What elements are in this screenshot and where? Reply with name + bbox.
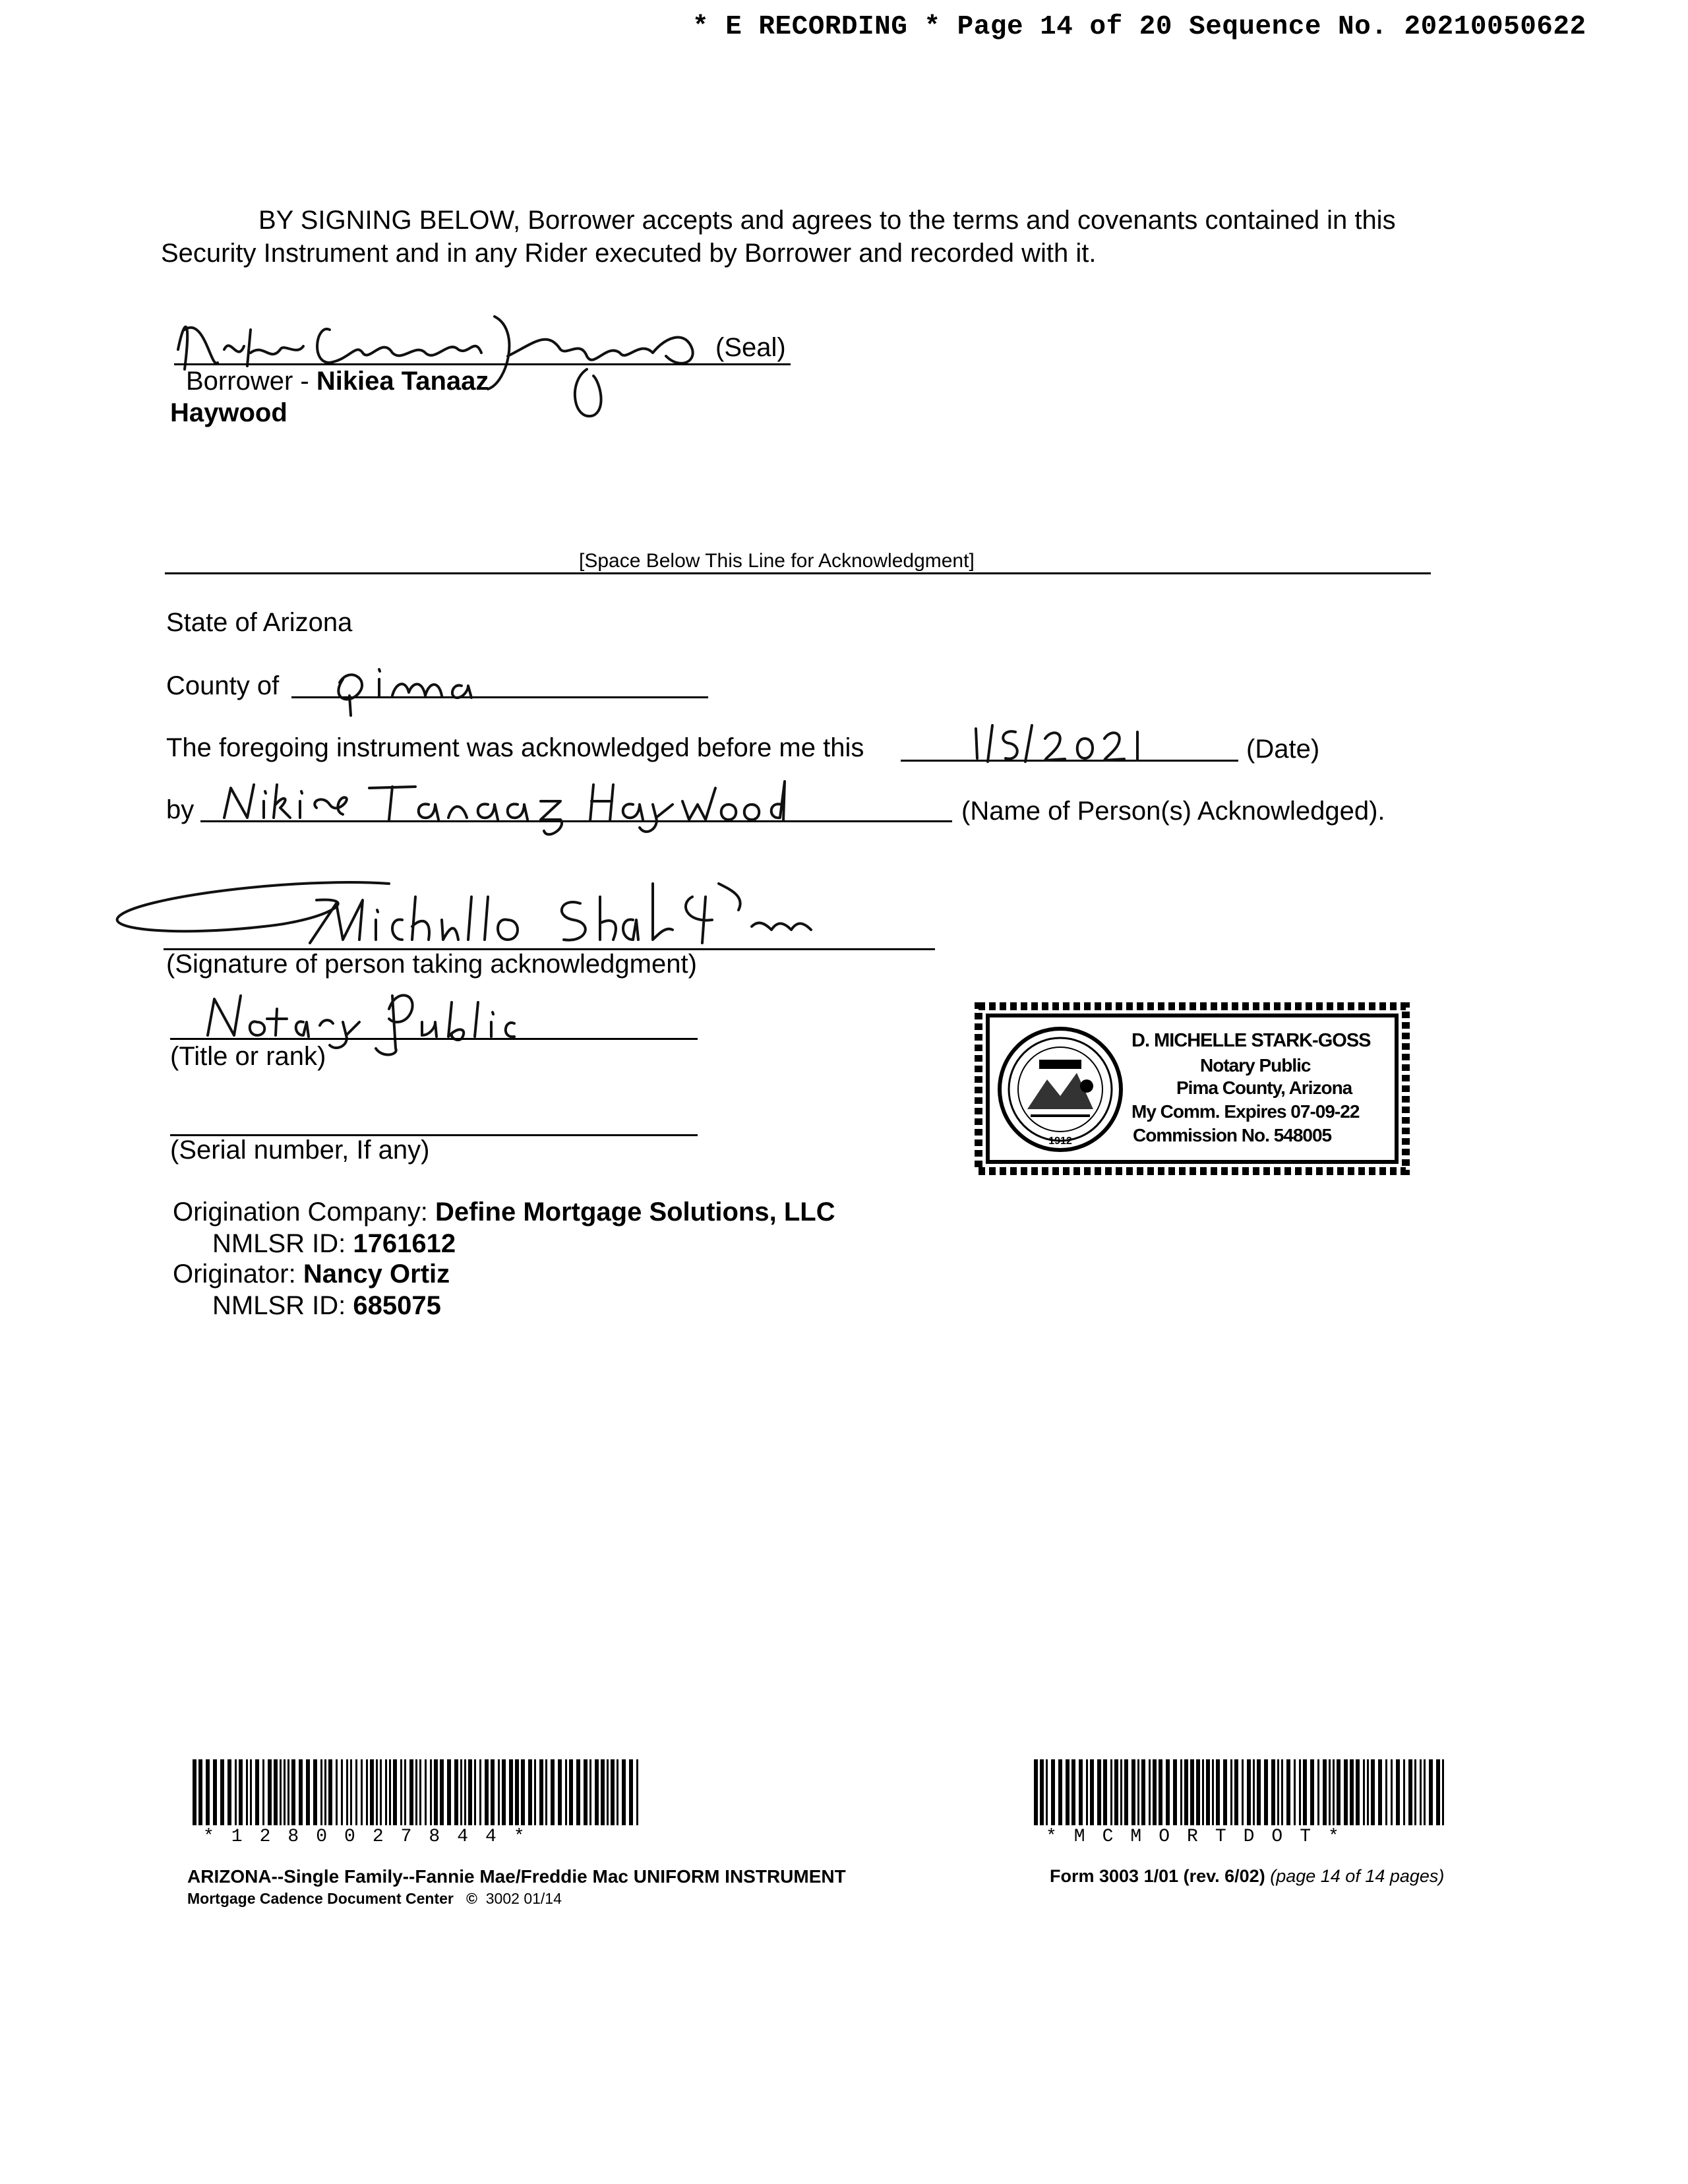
- form-line: [1050, 1866, 1444, 1887]
- seal-year: 1912: [1048, 1136, 1072, 1147]
- barcode-bar: [1385, 1759, 1387, 1825]
- barcode-bar: [366, 1759, 368, 1825]
- barcode-bar: [474, 1759, 476, 1825]
- barcode-bar: [255, 1759, 259, 1825]
- barcode-bar: [1120, 1759, 1122, 1825]
- barcode-bar: [430, 1759, 432, 1825]
- barcode-bar: [622, 1759, 626, 1825]
- barcode-bar: [1046, 1759, 1048, 1825]
- company-nmlsr-value: 1761612: [353, 1229, 456, 1258]
- barcode-bar: [595, 1759, 599, 1825]
- document-center-line: [187, 1890, 562, 1908]
- borrower-signature-line: [174, 363, 791, 365]
- barcode-bar: [380, 1759, 382, 1825]
- barcode-bar: [509, 1759, 513, 1825]
- barcode-bar: [1097, 1759, 1101, 1825]
- barcode-bar: [1317, 1759, 1319, 1825]
- barcode-bar: [545, 1759, 547, 1825]
- seal-label: (Seal): [715, 333, 786, 362]
- barcode-bar: [306, 1759, 310, 1825]
- barcode-bar: [268, 1759, 272, 1825]
- barcode-bar: [1436, 1759, 1440, 1825]
- acknowledged-person-handwriting: [218, 775, 771, 847]
- barcode-bar: [1281, 1759, 1283, 1825]
- barcode-bar: [1408, 1759, 1412, 1825]
- borrower-prefix: Borrower -: [186, 367, 316, 396]
- barcode-bar: [1230, 1759, 1232, 1825]
- signing-statement-line1: BY SIGNING BELOW, Borrower accepts and agrees to the terms and covenants contained in this: [258, 206, 1396, 235]
- date-handwriting: [969, 722, 1180, 768]
- barcode-bar: [280, 1759, 282, 1825]
- barcode-bar: [534, 1759, 536, 1825]
- page-count: (page 14 of 14 pages): [1270, 1866, 1445, 1886]
- barcode-bar: [376, 1759, 378, 1825]
- recording-header: * E RECORDING * Page 14 of 20 Sequence No. 20210050622: [692, 12, 1586, 42]
- barcode-bar: [1066, 1759, 1070, 1825]
- barcode-bar: [1040, 1759, 1044, 1825]
- barcode-bar: [584, 1759, 588, 1825]
- borrower-name-last: Haywood: [170, 398, 287, 427]
- barcode-bar: [502, 1759, 506, 1825]
- barcode-bar: [1329, 1759, 1331, 1825]
- barcode-bar: [262, 1759, 264, 1825]
- barcode-bar: [1058, 1759, 1062, 1825]
- barcode-bar: [558, 1759, 562, 1825]
- barcode-bar: [1420, 1759, 1422, 1825]
- barcode-bar: [491, 1759, 495, 1825]
- county-label: County of: [166, 671, 280, 700]
- by-label: by: [166, 795, 195, 824]
- barcode-left: [193, 1759, 644, 1825]
- barcode-bar: [1286, 1759, 1290, 1825]
- barcode-bar: [235, 1759, 237, 1825]
- barcode-bar: [1396, 1759, 1400, 1825]
- barcode-bar: [528, 1759, 532, 1825]
- instrument-line: ARIZONA--Single Family--Fannie Mae/Freddie Mac UNIFORM INSTRUMENT: [187, 1866, 846, 1887]
- barcode-bar: [1363, 1759, 1365, 1825]
- barcode-bar: [1356, 1759, 1360, 1825]
- barcode-bar: [250, 1759, 252, 1825]
- barcode-bar: [1429, 1759, 1433, 1825]
- barcode-bar: [1414, 1759, 1416, 1825]
- copyright-symbol: ©: [466, 1890, 477, 1907]
- barcode-bar: [274, 1759, 278, 1825]
- barcode-bar: [291, 1759, 295, 1825]
- notary-stamp-title: Notary Public: [1200, 1055, 1311, 1076]
- origination-company: [173, 1198, 835, 1227]
- barcode-bar: [246, 1759, 248, 1825]
- county-handwriting: [330, 659, 488, 719]
- barcode-bar: [320, 1759, 322, 1825]
- date-label: (Date): [1246, 735, 1320, 764]
- barcode-bar: [1184, 1759, 1188, 1825]
- barcode-bar: [1403, 1759, 1405, 1825]
- barcode-bar: [409, 1759, 413, 1825]
- document-center-name: Mortgage Cadence Document Center: [187, 1890, 454, 1907]
- barcode-bar: [434, 1759, 438, 1825]
- barcode-bar: [1344, 1759, 1348, 1825]
- barcode-bar: [515, 1759, 519, 1825]
- barcode-bar: [346, 1759, 348, 1825]
- barcode-bar: [361, 1759, 363, 1825]
- borrower-name-line: [186, 367, 489, 396]
- notary-stamp-name: D. MICHELLE STARK-GOSS: [1131, 1030, 1371, 1051]
- barcode-bar: [1371, 1759, 1375, 1825]
- barcode-bar: [551, 1759, 555, 1825]
- barcode-bar: [539, 1759, 543, 1825]
- origination-company-value: Define Mortgage Solutions, LLC: [435, 1198, 835, 1227]
- state-line: State of Arizona: [166, 608, 353, 637]
- acknowledgment-divider: [165, 572, 1431, 574]
- barcode-bar: [1114, 1759, 1118, 1825]
- barcode-bar: [607, 1759, 609, 1825]
- notary-signature-label: (Signature of person taking acknowledgment): [166, 950, 697, 979]
- notary-stamp-county: Pima County, Arizona: [1176, 1077, 1352, 1098]
- barcode-bar: [1424, 1759, 1426, 1825]
- notary-stamp-expires: My Comm. Expires 07-09-22: [1131, 1101, 1360, 1122]
- barcode-bar: [1206, 1759, 1210, 1825]
- form-number: Form 3003 1/01 (rev. 6/02): [1050, 1866, 1265, 1886]
- document-center-code: 3002 01/14: [485, 1890, 562, 1907]
- barcode-bar: [460, 1759, 462, 1825]
- barcode-bar: [576, 1759, 580, 1825]
- barcode-bar: [193, 1759, 196, 1825]
- barcode-right: [1034, 1759, 1447, 1825]
- barcode-bar: [629, 1759, 633, 1825]
- barcode-bar: [1180, 1759, 1182, 1825]
- barcode-bar: [206, 1759, 210, 1825]
- barcode-bar: [1333, 1759, 1335, 1825]
- barcode-bar: [589, 1759, 591, 1825]
- barcode-bar: [454, 1759, 458, 1825]
- barcode-bar: [1190, 1759, 1194, 1825]
- barcode-bar: [415, 1759, 417, 1825]
- barcode-bar: [1299, 1759, 1301, 1825]
- barcode-bar: [336, 1759, 338, 1825]
- barcode-bar: [1242, 1759, 1244, 1825]
- barcode-bar: [385, 1759, 387, 1825]
- barcode-bar: [1323, 1759, 1327, 1825]
- acknowledgment-divider-label: [Space Below This Line for Acknowledgment]: [579, 550, 975, 572]
- barcode-bar: [328, 1759, 332, 1825]
- barcode-bar: [1391, 1759, 1393, 1825]
- barcode-bar: [213, 1759, 217, 1825]
- barcode-bar: [1196, 1759, 1200, 1825]
- barcode-bar: [479, 1759, 481, 1825]
- barcode-right-text: *MCMORTDOT*: [1046, 1827, 1356, 1847]
- origination-company-label: Origination Company:: [173, 1198, 435, 1227]
- barcode-bar: [440, 1759, 444, 1825]
- name-of-persons-label: (Name of Person(s) Acknowledged).: [961, 797, 1385, 826]
- barcode-bar: [1247, 1759, 1251, 1825]
- originator-nmlsr-value: 685075: [353, 1291, 441, 1320]
- barcode-bar: [1350, 1759, 1354, 1825]
- barcode-bar: [1294, 1759, 1296, 1825]
- barcode-bar: [239, 1759, 243, 1825]
- barcode-bar: [1277, 1759, 1279, 1825]
- barcode-bar: [419, 1759, 421, 1825]
- barcode-bar: [1216, 1759, 1220, 1825]
- notary-stamp-commission: Commission No. 548005: [1133, 1125, 1332, 1145]
- barcode-bar: [1071, 1759, 1075, 1825]
- originator-value: Nancy Ortiz: [303, 1259, 450, 1289]
- barcode-bar: [227, 1759, 231, 1825]
- barcode-bar: [1310, 1759, 1314, 1825]
- barcode-bar: [299, 1759, 303, 1825]
- originator-label: Originator:: [173, 1259, 303, 1289]
- barcode-bar: [1337, 1759, 1341, 1825]
- barcode-bar: [1202, 1759, 1204, 1825]
- barcode-bar: [370, 1759, 374, 1825]
- company-nmlsr: [212, 1229, 456, 1259]
- state-seal-icon: [994, 1023, 1126, 1155]
- foregoing-text: The foregoing instrument was acknowledged before me this: [166, 733, 864, 762]
- signing-statement-line2: Security Instrument and in any Rider executed by Borrower and recorded with it.: [161, 239, 1097, 268]
- barcode-bar: [341, 1759, 343, 1825]
- barcode-bar: [1264, 1759, 1268, 1825]
- barcode-bar: [425, 1759, 427, 1825]
- barcode-bar: [1141, 1759, 1145, 1825]
- barcode-bar: [1137, 1759, 1139, 1825]
- barcode-bar: [1153, 1759, 1157, 1825]
- title-line: [170, 1038, 698, 1040]
- originator-nmlsr-label: NMLSR ID:: [212, 1291, 353, 1320]
- barcode-bar: [350, 1759, 352, 1825]
- barcode-bar: [464, 1759, 466, 1825]
- serial-label: (Serial number, If any): [170, 1136, 430, 1165]
- barcode-bar: [611, 1759, 615, 1825]
- barcode-bar: [1271, 1759, 1275, 1825]
- barcode-bar: [1378, 1759, 1382, 1825]
- barcode-bar: [313, 1759, 317, 1825]
- barcode-bar: [636, 1759, 638, 1825]
- barcode-bar: [1034, 1759, 1038, 1825]
- barcode-bar: [447, 1759, 451, 1825]
- barcode-bar: [1086, 1759, 1088, 1825]
- barcode-bar: [1090, 1759, 1094, 1825]
- barcode-bar: [1303, 1759, 1307, 1825]
- barcode-bar: [1442, 1759, 1444, 1825]
- barcode-bar: [198, 1759, 202, 1825]
- barcode-bar: [404, 1759, 406, 1825]
- title-label: (Title or rank): [170, 1042, 326, 1071]
- barcode-bar: [1110, 1759, 1112, 1825]
- barcode-bar: [498, 1759, 500, 1825]
- barcode-bar: [1234, 1759, 1238, 1825]
- barcode-bar: [1257, 1759, 1261, 1825]
- barcode-bar: [485, 1759, 489, 1825]
- barcode-bar: [393, 1759, 397, 1825]
- barcode-bar: [601, 1759, 605, 1825]
- originator-nmlsr: [212, 1291, 441, 1321]
- barcode-bar: [1173, 1759, 1177, 1825]
- originator: [173, 1259, 450, 1289]
- barcode-bar: [389, 1759, 391, 1825]
- barcode-bar: [1223, 1759, 1227, 1825]
- barcode-bar: [287, 1759, 289, 1825]
- barcode-bar: [1159, 1759, 1162, 1825]
- barcode-bar: [1079, 1759, 1083, 1825]
- barcode-bar: [400, 1759, 402, 1825]
- barcode-bar: [1103, 1759, 1107, 1825]
- barcode-bar: [1367, 1759, 1369, 1825]
- company-nmlsr-label: NMLSR ID:: [212, 1229, 353, 1258]
- borrower-name-first: Nikiea Tanaaz: [316, 367, 489, 396]
- barcode-bar: [569, 1759, 573, 1825]
- barcode-left-text: *1280027844*: [203, 1827, 542, 1847]
- barcode-bar: [565, 1759, 567, 1825]
- notary-stamp: [975, 1002, 1410, 1175]
- barcode-bar: [617, 1759, 618, 1825]
- barcode-bar: [521, 1759, 525, 1825]
- barcode-bar: [1051, 1759, 1055, 1825]
- barcode-bar: [355, 1759, 357, 1825]
- barcode-bar: [1149, 1759, 1151, 1825]
- barcode-bar: [324, 1759, 326, 1825]
- barcode-bar: [284, 1759, 286, 1825]
- barcode-bar: [1166, 1759, 1170, 1825]
- barcode-bar: [1131, 1759, 1135, 1825]
- barcode-bar: [468, 1759, 472, 1825]
- barcode-bar: [220, 1759, 224, 1825]
- barcode-bar: [1212, 1759, 1214, 1825]
- barcode-bar: [1124, 1759, 1128, 1825]
- barcode-bar: [1253, 1759, 1255, 1825]
